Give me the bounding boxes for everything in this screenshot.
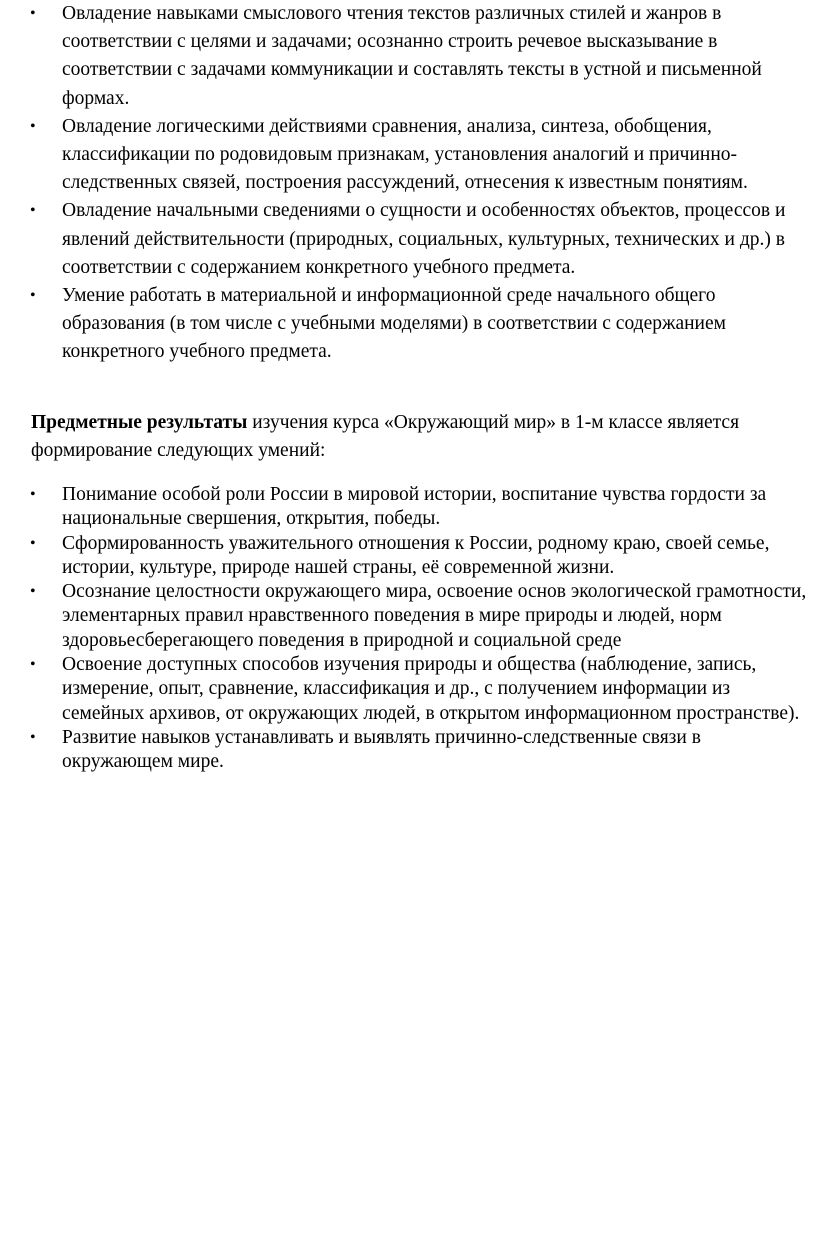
subject-results-heading: Предметные результаты [31,412,248,433]
list-item [0,113,816,198]
bullet-icon: • [30,287,36,305]
bullet-icon: • [30,486,36,503]
list-item [0,580,816,653]
list-item [0,197,816,282]
list-item [0,653,816,726]
bullet-icon: • [30,656,36,674]
list-item-text: Умение работать в материальной и информационной среде начального общего образования (в том числе с учебными моделями) в соответствии с содержанием конкретного учебного предмета. [62,285,726,363]
list-item-text: Понимание особой роли России в мировой истории, воспитание чувства гордости за национальные свершения, открытия, победы. [62,484,767,530]
bullet-icon: • [30,728,36,746]
bullet-icon: • [30,202,36,220]
list-item-text: Освоение доступных способов изучения природы и общества (наблюдение, запись, измерение, опыт, сравнение, классификация и др., с получением информации из семейных архивов, от окружающих людей, в открытом информационном пространстве). [62,654,800,724]
list-item-text: Развитие навыков устанавливать и выявлять причинно-следственные связи в окружающем мире. [62,726,701,773]
list-item-text: Овладение навыками смыслового чтения текстов различных стилей и жанров в соответствии с целями и задачами; осознанно строить речевое высказывание в соответствии с задачами коммуникации и составлять тексты в устной и письменной формах. [62,3,762,109]
meta-results-list [0,0,816,367]
list-item-text: Овладение начальными сведениями о сущности и особенностях объектов, процессов и явлений действительности (природных, социальных, культурных, технических и др.) в соответствии с содержанием конкретного учебного предмета. [62,200,786,278]
list-item [0,0,816,113]
bullet-icon: • [30,117,36,135]
subject-results-paragraph [31,409,811,465]
list-item-text: Сформированность уважительного отношения к России, родному краю, своей семье, истории, культуре, природе нашей страны, её современной жизни. [62,532,770,578]
bullet-icon: • [30,5,36,22]
list-item-text: Овладение логическими действиями сравнения, анализа, синтеза, обобщения, классификации по родовидовым признакам, установления аналогий и причинно-следственных связей, построения рассуждений, отнесения к известным понятиям. [62,115,748,194]
list-item [0,282,816,367]
subject-results-intro: изучения курса «Окружающий мир» в 1-м классе является формирование следующих умений: [31,412,740,461]
list-item [0,726,816,775]
list-item-text: Осознание целостности окружающего мира, освоение основ экологической грамотности, элементарных правил нравственного поведения в мире природы и людей, норм здоровьесберегающего поведения в природной и социальной среде [62,581,807,651]
subject-results-list [0,483,816,775]
bullet-icon: • [30,534,36,552]
list-item [0,532,816,581]
bullet-icon: • [30,583,36,601]
list-item [0,483,816,532]
